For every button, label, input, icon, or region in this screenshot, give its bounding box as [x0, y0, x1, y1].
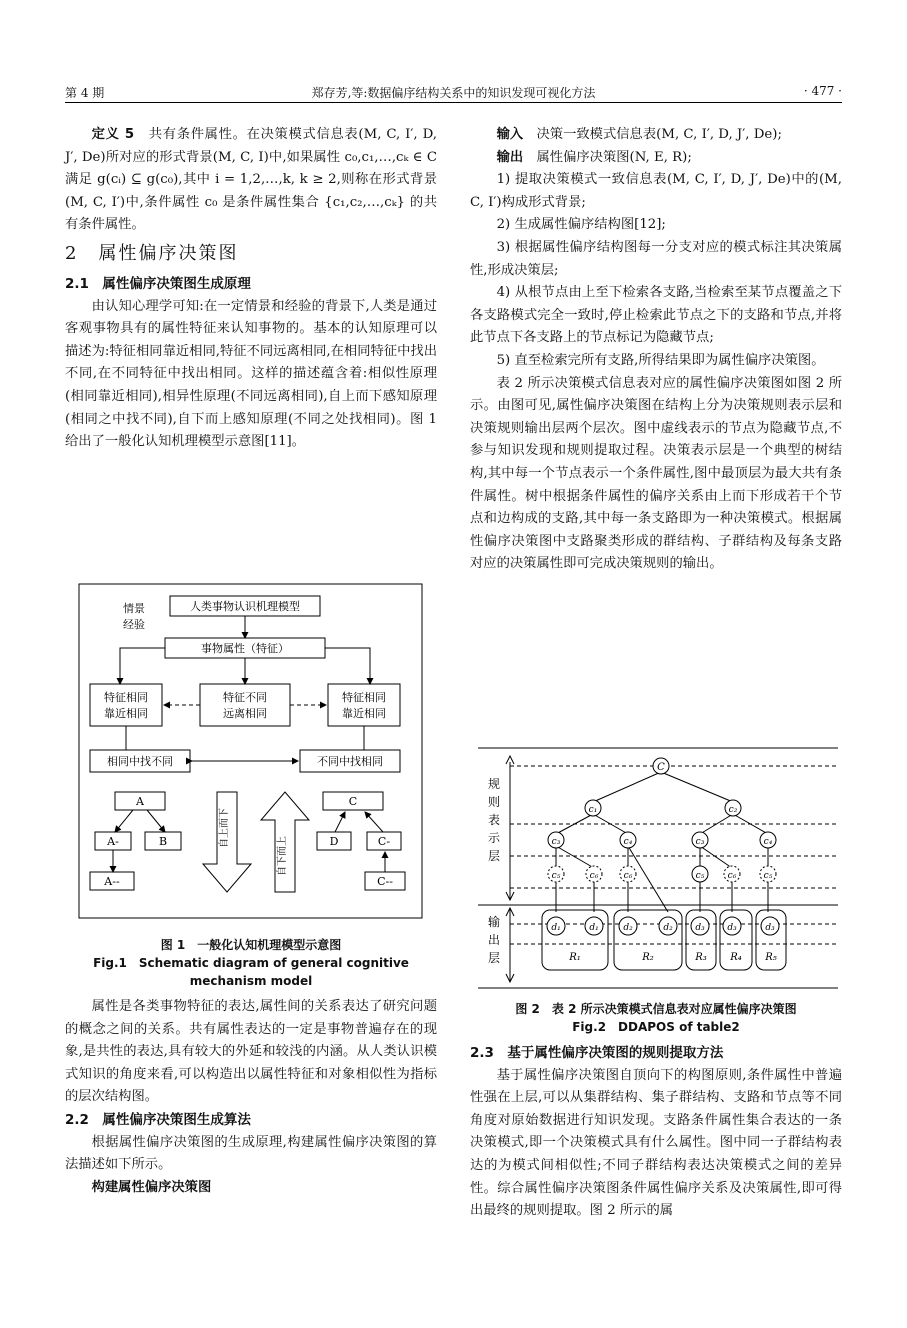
- hidden-node-c5c: c₅: [763, 871, 773, 881]
- layer-label-1: 规: [488, 777, 501, 791]
- rule-R3: R₃: [695, 952, 707, 963]
- left-column: [65, 124, 437, 454]
- node-C-minus: C-: [377, 835, 391, 848]
- hidden-node-c5: c₅: [551, 871, 561, 881]
- bottom-up-label: 自下而上: [277, 836, 288, 876]
- node-C-double-minus: C--: [377, 875, 393, 888]
- output-layer-label-2: 出: [488, 933, 501, 947]
- figure-frame: [79, 584, 422, 918]
- decision-d1-b: d₁: [589, 923, 599, 933]
- figure-2-caption-cn: 图 2 表 2 所示决策模式信息表对应属性偏序决策图: [515, 1002, 797, 1016]
- input-text: 决策一致模式信息表(M, C, I′, D, J′, De);: [523, 127, 782, 142]
- output-text: 属性偏序决策图(N, E, R);: [523, 149, 692, 165]
- algorithm-output: [470, 147, 842, 170]
- node-D: D: [329, 835, 339, 848]
- node-c5: c₅: [695, 871, 705, 881]
- layer-label-3: 表: [488, 813, 501, 827]
- running-header: [65, 82, 842, 103]
- decision-d3-b: d₃: [727, 923, 737, 933]
- top-down-label: 自上而下: [219, 808, 230, 848]
- find-different-label: 相同中找不同: [107, 755, 173, 768]
- hidden-node-c6c: c₆: [727, 871, 737, 881]
- hidden-node-c6b: c₆: [623, 871, 633, 881]
- layer-label-2: 则: [488, 795, 501, 809]
- section-2-heading: 2 属性偏序决策图: [65, 242, 239, 264]
- paragraph-attributes: 属性是各类事物特征的表达,属性间的关系表达了研究问题的概念之间的关系。共有属性表达的一定是事物普遍存在的现象,是共性的表达,具有较大的外延和较浅的内涵。从人类认识模式知识的角度来看,可以构造出以属性特征和对象相似性为指标的层次结构图。: [65, 999, 437, 1105]
- node-C: C: [348, 795, 358, 808]
- hidden-node-c6: c₆: [589, 871, 599, 881]
- section-2-3-heading: 2.3 基于属性偏序决策图的规则提取方法: [470, 1045, 724, 1061]
- layer-label-4: 示: [488, 831, 501, 845]
- attribute-box-label: 事物属性（特征）: [201, 642, 289, 655]
- output-layer-label-3: 层: [488, 951, 501, 965]
- algorithm-step-4: 4) 从根节点由上至下检索各支路,当检索至某节点覆盖之下各支路模式完全一致时,停止检索此节点之下的支路和节点,并将此节点下各支路上的节点标记为隐藏节点;: [470, 285, 842, 346]
- paragraph-cognition: 由认知心理学可知:在一定情景和经验的背景下,人类是通过客观事物具有的属性特征来认知事物的。基本的认知原理可以描述为:特征相同靠近相同,特征不同远离相同,在相同特征中找出不同,在不同特征中找出相同。这样的描述蕴含着:相似性原理(相同靠近相同),相异性原理(不同远离相同),自上而下感知原理(相同之中找不同),自下而上感知原理(不同之处找相同)。图 1 给出了一般化认知机理模型示意图[11]。: [65, 298, 437, 450]
- rule-R1: R₁: [569, 952, 581, 963]
- node-c4-right: c₄: [763, 837, 773, 847]
- decision-d2-a: d₂: [623, 923, 633, 933]
- definition-body: 共有条件属性。在决策模式信息表(M, C, I′, D, J′, De)所对应的形式背景(M, C, I)中,如果属性 c₀,c₁,…,cₖ ∈ C 满足 g(cᵢ) ⊆ g(c₀),其中 i = 1,2,…,k, k ≥ 2,则称在形式背景(M, C, I′)中,条件属性 c₀ 是条件属性集合 {c₁,c₂,…,cₖ} 的共有条件属性。: [65, 127, 437, 233]
- algorithm-step-1: 1) 提取决策模式一致信息表(M, C, I′, D, J′, De)中的(M, C, I′)构成形式背景;: [470, 172, 842, 210]
- node-c2: c₂: [728, 805, 738, 815]
- algorithm-title: 构建属性偏序决策图: [91, 1179, 212, 1195]
- paragraph-algorithm-intro: 根据属性偏序决策图的生成原理,构建属性偏序决策图的算法描述如下所示。: [65, 1134, 437, 1173]
- rule-R2: R₂: [642, 952, 654, 963]
- node-A-minus: A-: [107, 835, 119, 848]
- paragraph-rule-extraction: 基于属性偏序决策图自顶向下的构图原则,条件属性中普遍性强在上层,可以从集群结构、集子群结构、支路和节点等不同角度对原始数据进行知识发现。支路条件属性集合表达的一条决策模式,即一个决策模式具有什么属性。图中同一子群结构表达的为模式间相似性;不同子群结构表达决策模式之间的差异性。综合属性偏序决策图条件属性偏序关系及决策属性,即可得出最终的规则提取。图 2 所示的属: [470, 1067, 842, 1219]
- node-A: A: [136, 795, 144, 808]
- root-node-C: C: [657, 762, 665, 773]
- left-box-line1: 特征相同: [104, 691, 148, 704]
- right-box-line2: 靠近相同: [342, 707, 386, 720]
- find-same-label: 不同中找相同: [317, 755, 383, 768]
- decision-d3-c: d₃: [765, 923, 775, 933]
- algorithm-step-2: 2) 生成属性偏序结构图[12];: [496, 217, 666, 233]
- issue-number: 第 4 期: [65, 86, 105, 100]
- output-label: 输出: [496, 149, 524, 165]
- node-c4-left: c₄: [623, 837, 633, 847]
- layer-label-5: 层: [488, 849, 501, 863]
- decision-d1-a: d₁: [551, 923, 561, 933]
- figure-2: [470, 742, 842, 994]
- right-column-lower: [470, 1000, 842, 1223]
- page-number: · 477 ·: [803, 84, 842, 98]
- figure-1-caption-en: Fig.1 Schematic diagram of general cognitive mechanism model: [93, 956, 409, 988]
- section-2-2-heading: 2.2 属性偏序决策图生成算法: [65, 1111, 251, 1128]
- figure-1-caption-cn: 图 1 一般化认知机理模型示意图: [160, 938, 342, 952]
- algorithm-step-5: 5) 直至检索完所有支路,所得结果即为属性偏序决策图。: [496, 352, 825, 368]
- rule-R5: R₅: [765, 952, 777, 963]
- algorithm-step-3: 3) 根据属性偏序结构图每一分支对应的模式标注其决策属性,形成决策层;: [470, 239, 842, 278]
- mid-box-line2: 远离相同: [223, 707, 267, 720]
- figure-2-caption-en: Fig.2 DDAPOS of table2: [572, 1020, 740, 1034]
- paragraph-figure-2: 表 2 所示决策模式信息表对应的属性偏序决策图如图 2 所示。由图可见,属性偏序决策图在结构上分为决策规则表示层和决策规则输出层两个层次。图中虚线表示的节点为隐藏节点,不参与知识发现和规则提取过程。决策表示层是一个典型的树结构,其中每一个节点表示一个条件属性,图中最顶层为最大共有条件属性。树中根据条件属性的偏序关系由上而下形成若干个节点和边构成的支路,其中每一条支路即为一种决策模式。根据属性偏序决策图中支路聚类形成的群结构、子群结构及每条支路对应的决策属性即可完成决策规则的输出。: [470, 375, 842, 572]
- node-c3-left: c₃: [551, 837, 561, 847]
- figure-1: [65, 574, 437, 926]
- node-c1: c₁: [588, 805, 598, 815]
- left-column-lower: [65, 936, 437, 1199]
- input-label: 输入: [496, 127, 524, 142]
- definition-5: [65, 124, 437, 237]
- rule-R4: R₄: [730, 952, 742, 963]
- decision-d3-a: d₃: [695, 923, 705, 933]
- situation-label: 情景: [123, 602, 145, 615]
- top-box-label: 人类事物认识机理模型: [190, 600, 300, 613]
- decision-d2-b: d₂: [663, 923, 673, 933]
- algorithm-input: [470, 124, 842, 147]
- node-B: B: [158, 835, 168, 848]
- running-title: 郑存芳,等:数据偏序结构关系中的知识发现可视化方法: [311, 86, 596, 100]
- left-box-line2: 靠近相同: [104, 707, 148, 720]
- definition-title: 定义 5: [91, 127, 135, 142]
- node-A-double-minus: A--: [104, 875, 120, 888]
- right-column: [470, 124, 842, 576]
- experience-label: 经验: [123, 618, 145, 631]
- right-box-line1: 特征相同: [342, 691, 386, 704]
- output-layer-label-1: 输: [488, 915, 501, 929]
- node-c3-right: c₃: [695, 837, 705, 847]
- section-2-1-heading: 2.1 属性偏序决策图生成原理: [65, 275, 251, 292]
- mid-box-line1: 特征不同: [223, 691, 267, 704]
